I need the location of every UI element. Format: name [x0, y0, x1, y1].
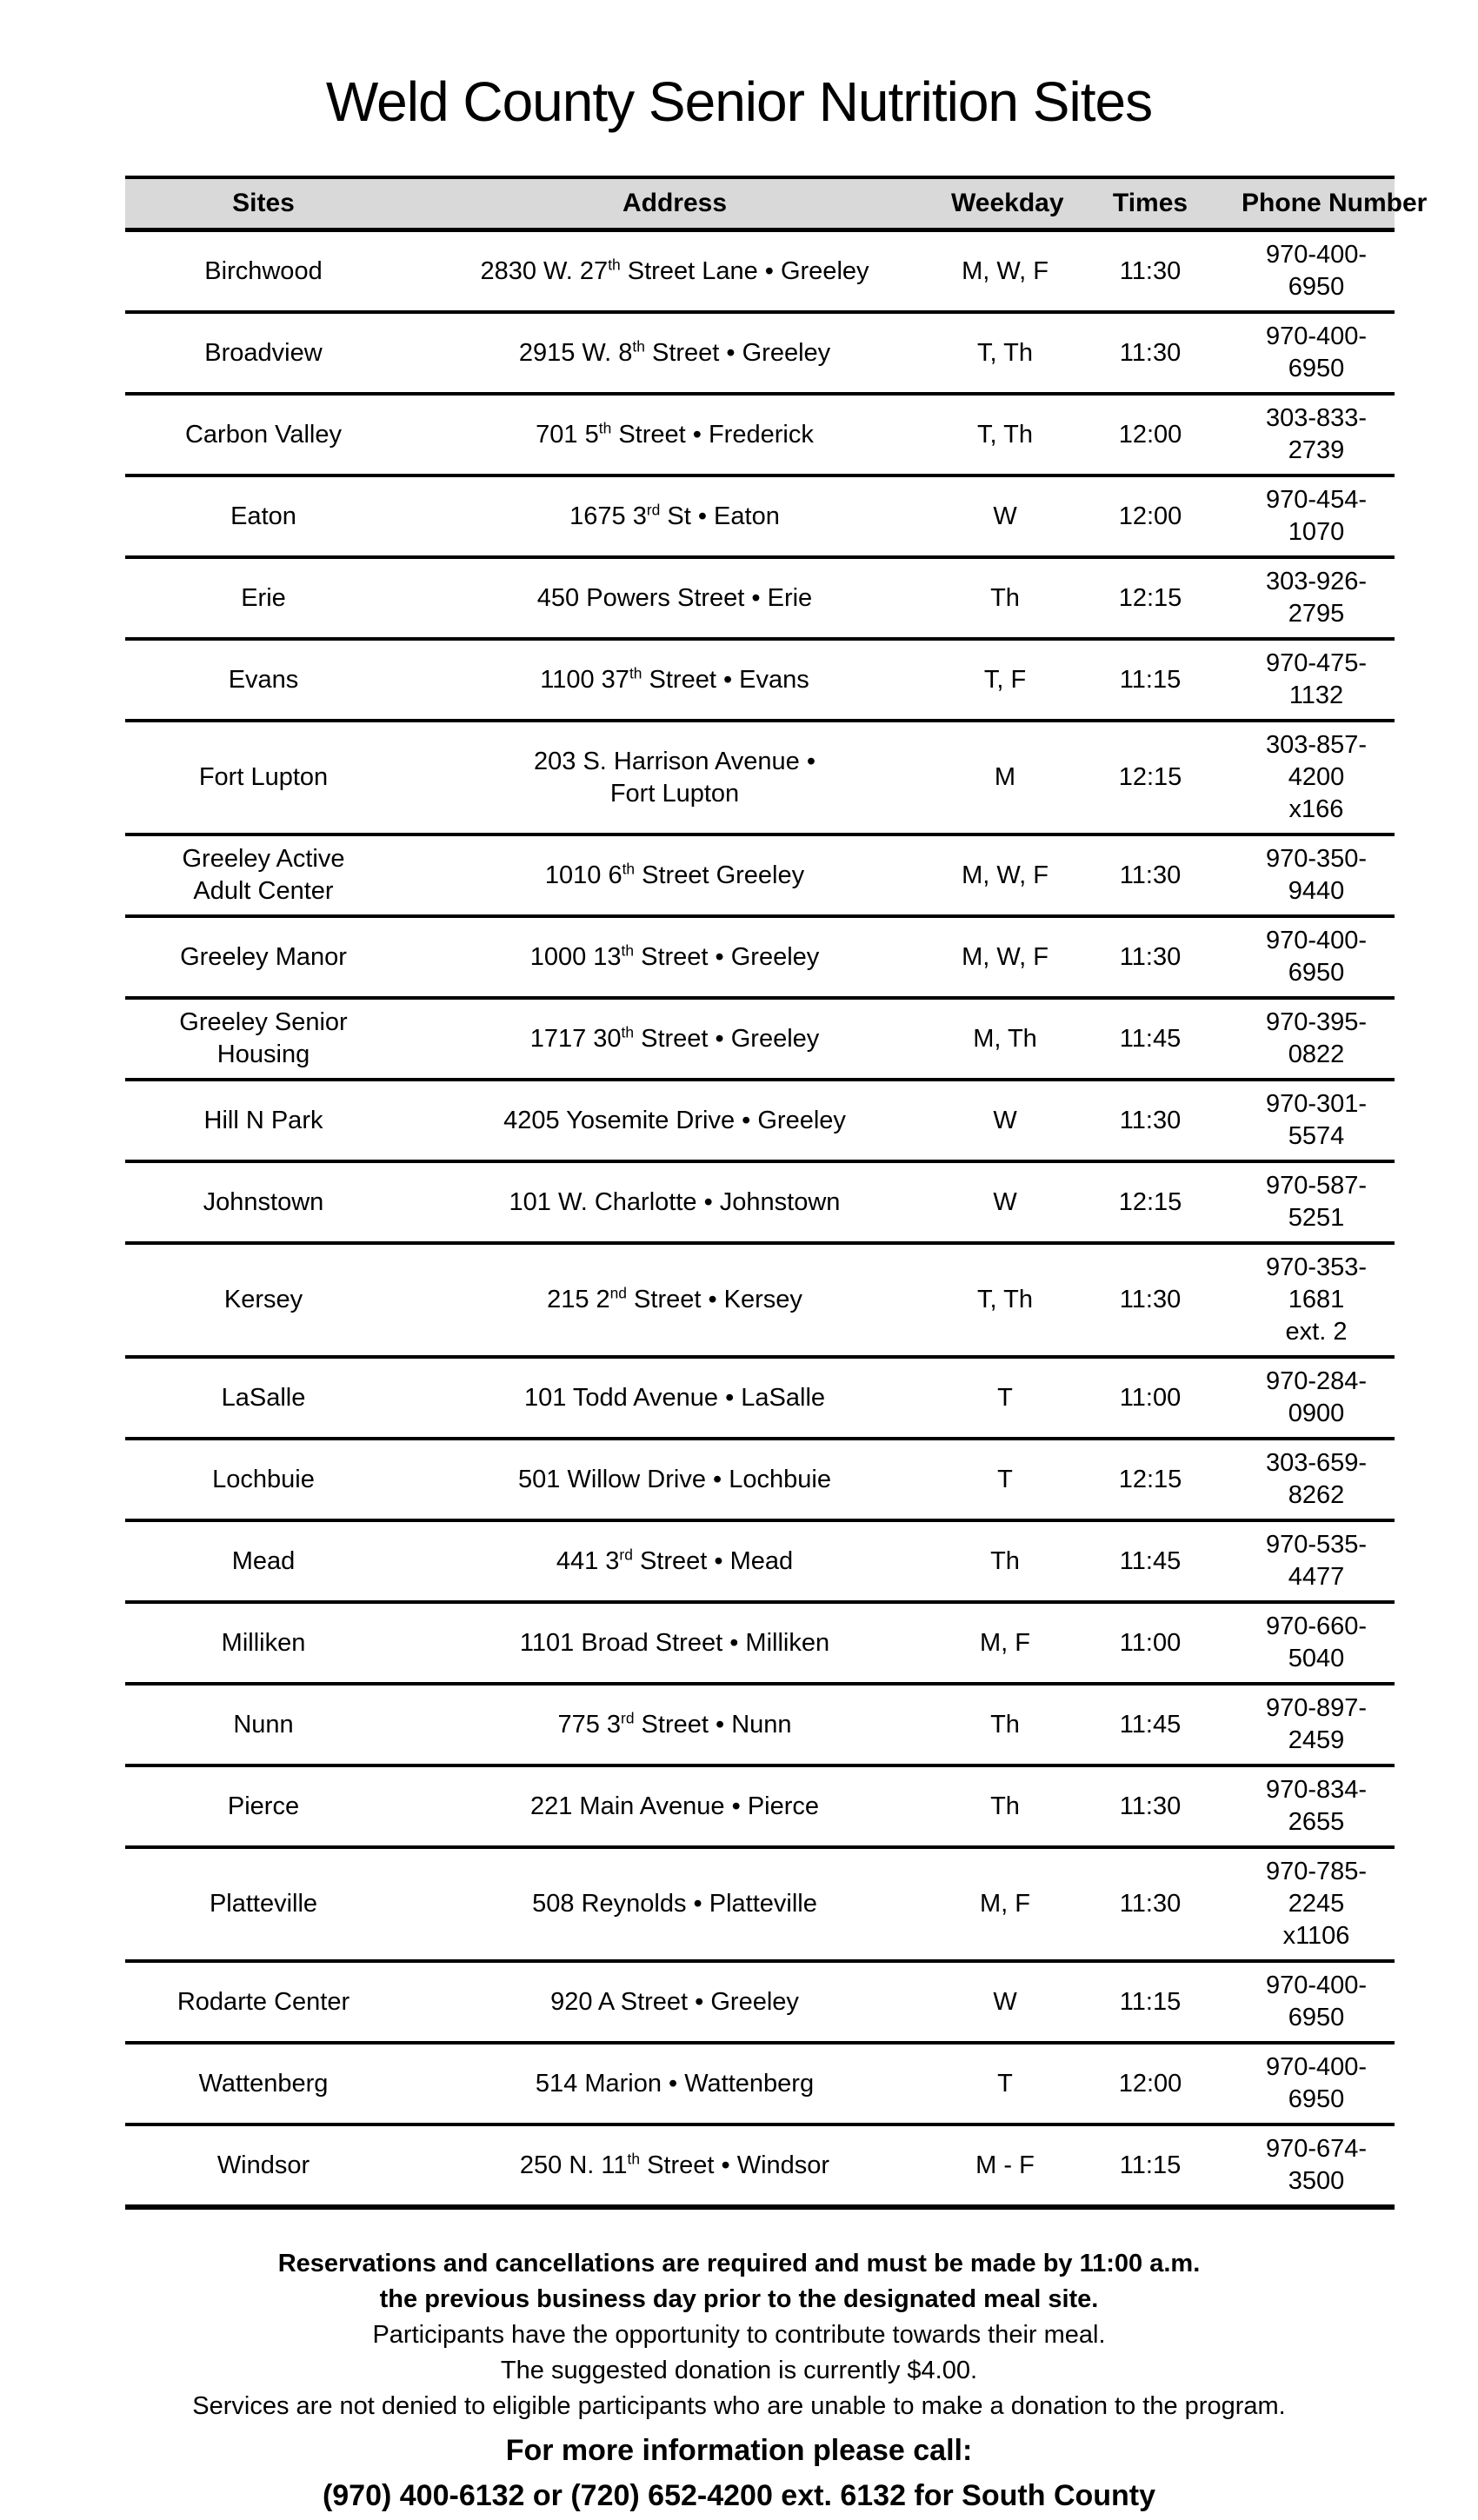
weekday-cell: T	[948, 2043, 1062, 2124]
phone-cell: 303-833-2739	[1238, 394, 1395, 475]
table-row	[125, 1961, 1395, 2043]
note-services-not-denied: Services are not denied to eligible participants who are unable to make a donation to the program.	[192, 2392, 1286, 2420]
phone-cell: 970-475-1132	[1238, 639, 1395, 721]
table-row	[125, 475, 1395, 557]
table-row	[125, 557, 1395, 639]
phone-cell: 970-785-2245 x1106	[1238, 1847, 1395, 1961]
address-cell: 1000 13th Street • Greeley	[402, 916, 948, 998]
site-cell: Pierce	[125, 1765, 402, 1847]
times-cell: 11:30	[1062, 1765, 1238, 1847]
weekday-cell: M	[948, 721, 1062, 834]
weekday-cell: M, F	[948, 1602, 1062, 1684]
site-cell: Greeley Active Adult Center	[125, 834, 402, 916]
nutrition-sites-table	[125, 176, 1428, 2210]
table-row	[125, 230, 1395, 313]
phone-cell: 970-400-6950	[1238, 916, 1395, 998]
phone-cell: 970-674-3500	[1238, 2124, 1395, 2207]
table-row	[125, 639, 1395, 721]
site-cell: Platteville	[125, 1847, 402, 1961]
weekday-cell: Th	[948, 1765, 1062, 1847]
weekday-cell: W	[948, 1161, 1062, 1243]
site-cell: Johnstown	[125, 1161, 402, 1243]
weekday-cell: T	[948, 1439, 1062, 1520]
note-reservations-required: Reservations and cancellations are required and must be made by 11:00 a.m.	[277, 2250, 1201, 2277]
weekday-cell: T, Th	[948, 312, 1062, 394]
table-row	[125, 2043, 1395, 2124]
phone-cell: 970-400-6950	[1238, 312, 1395, 394]
site-cell: Mead	[125, 1520, 402, 1602]
site-cell: Evans	[125, 639, 402, 721]
phone-cell: 970-284-0900	[1238, 1357, 1395, 1439]
phone-cell: 970-400-6950	[1238, 2043, 1395, 2124]
address-cell: 1101 Broad Street • Milliken	[402, 1602, 948, 1684]
site-cell: Fort Lupton	[125, 721, 402, 834]
table-row	[125, 1847, 1395, 1961]
address-cell: 1100 37th Street • Evans	[402, 639, 948, 721]
weekday-cell: M, Th	[948, 998, 1062, 1080]
times-cell: 11:30	[1062, 1847, 1238, 1961]
times-cell: 12:15	[1062, 1161, 1238, 1243]
column-header-times: Times	[1062, 177, 1238, 230]
contact-phone-numbers: (970) 400-6132 or (720) 652-4200 ext. 6132 for South County	[322, 2479, 1156, 2512]
phone-cell: 970-353-1681 ext. 2	[1238, 1243, 1395, 1357]
times-cell: 11:15	[1062, 2124, 1238, 2207]
times-cell: 11:45	[1062, 998, 1238, 1080]
phone-cell: 970-350-9440	[1238, 834, 1395, 916]
weekday-cell: M, W, F	[948, 230, 1062, 313]
site-cell: Broadview	[125, 312, 402, 394]
times-cell: 11:30	[1062, 1243, 1238, 1357]
site-cell: Wattenberg	[125, 2043, 402, 2124]
table-row	[125, 2124, 1395, 2207]
phone-cell: 970-660-5040	[1238, 1602, 1395, 1684]
footer-notes	[0, 2246, 1478, 2520]
phone-cell: 970-587-5251	[1238, 1161, 1395, 1243]
site-cell: Greeley Manor	[125, 916, 402, 998]
times-cell: 11:30	[1062, 312, 1238, 394]
table-row	[125, 721, 1395, 834]
phone-cell: 970-535-4477	[1238, 1520, 1395, 1602]
address-cell: 441 3rd Street • Mead	[402, 1520, 948, 1602]
address-cell: 508 Reynolds • Platteville	[402, 1847, 948, 1961]
site-cell: Birchwood	[125, 230, 402, 313]
times-cell: 12:15	[1062, 557, 1238, 639]
times-cell: 11:45	[1062, 1684, 1238, 1765]
times-cell: 11:00	[1062, 1602, 1238, 1684]
address-cell: 501 Willow Drive • Lochbuie	[402, 1439, 948, 1520]
table-row	[125, 1520, 1395, 1602]
table-row	[125, 998, 1395, 1080]
weekday-cell: W	[948, 1961, 1062, 2043]
times-cell: 12:15	[1062, 721, 1238, 834]
phone-cell: 970-897-2459	[1238, 1684, 1395, 1765]
address-cell: 221 Main Avenue • Pierce	[402, 1765, 948, 1847]
column-header-weekday: Weekday	[948, 177, 1062, 230]
table-row	[125, 1684, 1395, 1765]
table-row	[125, 1602, 1395, 1684]
address-cell: 250 N. 11th Street • Windsor	[402, 2124, 948, 2207]
times-cell: 12:15	[1062, 1439, 1238, 1520]
address-cell: 1717 30th Street • Greeley	[402, 998, 948, 1080]
phone-cell: 970-834-2655	[1238, 1765, 1395, 1847]
note-previous-business-day: the previous business day prior to the designated meal site.	[379, 2285, 1099, 2313]
times-cell: 11:30	[1062, 1080, 1238, 1161]
weekday-cell: W	[948, 1080, 1062, 1161]
table-row	[125, 394, 1395, 475]
table-row	[125, 1357, 1395, 1439]
times-cell: 11:30	[1062, 230, 1238, 313]
page-title: Weld County Senior Nutrition Sites	[325, 70, 1153, 133]
times-cell: 12:00	[1062, 394, 1238, 475]
phone-cell: 303-659-8262	[1238, 1439, 1395, 1520]
address-cell: 203 S. Harrison Avenue • Fort Lupton	[402, 721, 948, 834]
table-row	[125, 1765, 1395, 1847]
times-cell: 11:45	[1062, 1520, 1238, 1602]
site-cell: Erie	[125, 557, 402, 639]
site-cell: Rodarte Center	[125, 1961, 402, 2043]
phone-cell: 970-400-6950	[1238, 1961, 1395, 2043]
weekday-cell: Th	[948, 1520, 1062, 1602]
site-cell: Milliken	[125, 1602, 402, 1684]
phone-cell: 970-301-5574	[1238, 1080, 1395, 1161]
column-header-phone-number: Phone Number	[1238, 177, 1395, 230]
times-cell: 11:30	[1062, 916, 1238, 998]
weekday-cell: M - F	[948, 2124, 1062, 2207]
phone-cell: 970-400-6950	[1238, 230, 1395, 313]
phone-cell: 303-857-4200 x166	[1238, 721, 1395, 834]
site-cell: Nunn	[125, 1684, 402, 1765]
address-cell: 920 A Street • Greeley	[402, 1961, 948, 2043]
note-suggested-donation: The suggested donation is currently $4.00.	[500, 2357, 978, 2384]
times-cell: 12:00	[1062, 2043, 1238, 2124]
table-row	[125, 1243, 1395, 1357]
table-row	[125, 916, 1395, 998]
table-row	[125, 1439, 1395, 1520]
address-cell: 101 Todd Avenue • LaSalle	[402, 1357, 948, 1439]
address-cell: 101 W. Charlotte • Johnstown	[402, 1161, 948, 1243]
times-cell: 12:00	[1062, 475, 1238, 557]
times-cell: 11:15	[1062, 639, 1238, 721]
table-row	[125, 312, 1395, 394]
table-header-row	[125, 177, 1395, 230]
address-cell: 215 2nd Street • Kersey	[402, 1243, 948, 1357]
site-cell: Carbon Valley	[125, 394, 402, 475]
weekday-cell: M, W, F	[948, 916, 1062, 998]
site-cell: Lochbuie	[125, 1439, 402, 1520]
table-row	[125, 1080, 1395, 1161]
times-cell: 11:00	[1062, 1357, 1238, 1439]
weekday-cell: T, F	[948, 639, 1062, 721]
phone-cell: 970-395-0822	[1238, 998, 1395, 1080]
address-cell: 4205 Yosemite Drive • Greeley	[402, 1080, 948, 1161]
site-cell: Greeley Senior Housing	[125, 998, 402, 1080]
table-row	[125, 1161, 1395, 1243]
weekday-cell: Th	[948, 1684, 1062, 1765]
table-row	[125, 834, 1395, 916]
site-cell: Windsor	[125, 2124, 402, 2207]
times-cell: 11:30	[1062, 834, 1238, 916]
weekday-cell: T, Th	[948, 394, 1062, 475]
address-cell: 2830 W. 27th Street Lane • Greeley	[402, 230, 948, 313]
site-cell: Hill N Park	[125, 1080, 402, 1161]
address-cell: 775 3rd Street • Nunn	[402, 1684, 948, 1765]
address-cell: 450 Powers Street • Erie	[402, 557, 948, 639]
phone-cell: 303-926-2795	[1238, 557, 1395, 639]
times-cell: 11:15	[1062, 1961, 1238, 2043]
address-cell: 701 5th Street • Frederick	[402, 394, 948, 475]
column-header-address: Address	[402, 177, 948, 230]
address-cell: 2915 W. 8th Street • Greeley	[402, 312, 948, 394]
weekday-cell: M, F	[948, 1847, 1062, 1961]
more-information-heading: For more information please call:	[505, 2434, 973, 2467]
weekday-cell: T	[948, 1357, 1062, 1439]
column-header-sites: Sites	[125, 177, 402, 230]
phone-cell: 970-454-1070	[1238, 475, 1395, 557]
weekday-cell: M, W, F	[948, 834, 1062, 916]
address-cell: 1010 6th Street Greeley	[402, 834, 948, 916]
address-cell: 514 Marion • Wattenberg	[402, 2043, 948, 2124]
address-cell: 1675 3rd St • Eaton	[402, 475, 948, 557]
weekday-cell: Th	[948, 557, 1062, 639]
site-cell: LaSalle	[125, 1357, 402, 1439]
site-cell: Eaton	[125, 475, 402, 557]
note-contribute: Participants have the opportunity to contribute towards their meal.	[372, 2321, 1106, 2349]
weekday-cell: W	[948, 475, 1062, 557]
site-cell: Kersey	[125, 1243, 402, 1357]
weekday-cell: T, Th	[948, 1243, 1062, 1357]
